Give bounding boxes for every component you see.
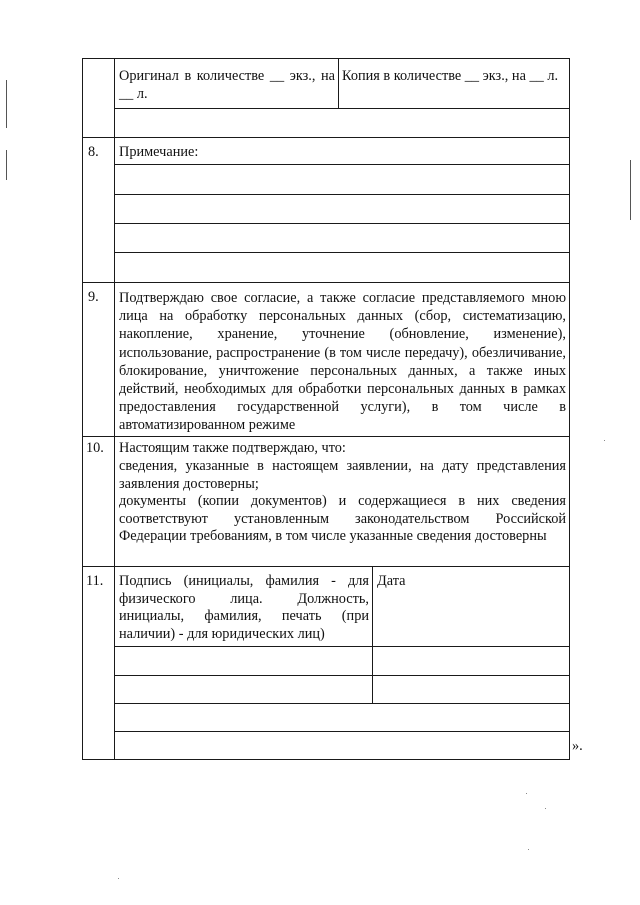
confirmation-item-1: сведения, указанные в настоящем заявлении, на дату представления заявления достоверны; xyxy=(119,458,566,492)
table-rule xyxy=(114,164,570,165)
table-rule xyxy=(82,282,570,283)
table-rule xyxy=(82,566,570,567)
scan-edge-left xyxy=(6,80,7,128)
table-border-bottom xyxy=(82,759,570,760)
row-number-9: 9. xyxy=(88,289,99,305)
date-field-2[interactable] xyxy=(373,676,568,702)
row-number-10: 10. xyxy=(86,440,104,456)
note-label: Примечание: xyxy=(119,144,199,160)
scan-speck xyxy=(604,440,605,441)
confirmation-item-2: документы (копии документов) и содержащиеся в них сведения соответствуют установленным законодательством Российской Федерации требованиям, в том числе указанные сведения достоверны xyxy=(119,493,566,544)
table-rule xyxy=(82,436,570,437)
table-rule xyxy=(114,194,570,195)
signature-field-1[interactable] xyxy=(115,647,371,674)
copy-copies-cell: Копия в количестве __ экз., на __ л. xyxy=(342,68,559,84)
table-rule xyxy=(338,58,339,108)
table-rule xyxy=(82,58,570,59)
table-rule xyxy=(114,223,570,224)
scan-speck xyxy=(528,849,529,850)
date-field-1[interactable] xyxy=(373,647,568,674)
row-number-11: 11. xyxy=(86,573,104,589)
table-border-left xyxy=(82,58,83,759)
scan-edge-right xyxy=(630,160,631,220)
signature-label: Подпись (инициалы, фамилия - для физического лица. Должность, инициалы, фамилия, печать (при наличии) - для юридических лиц) xyxy=(119,573,369,642)
table-rule xyxy=(114,703,570,704)
confirmation-intro: Настоящим также подтверждаю, что: xyxy=(119,440,346,456)
scan-speck xyxy=(118,878,119,879)
scan-speck xyxy=(526,793,527,794)
table-rule xyxy=(114,252,570,253)
scan-edge-left xyxy=(6,150,7,180)
scan-speck xyxy=(545,808,546,809)
table-rule xyxy=(82,137,570,138)
signature-field-2[interactable] xyxy=(115,676,371,702)
original-copies-cell: Оригинал в количестве __ экз., на __ л. xyxy=(119,68,335,102)
consent-text: Подтверждаю свое согласие, а также согласие представляемого мною лица на обработку персональных данных (сбор, систематизацию, накопление, хранение, уточнение (обновление, изменение), использование, распространение (в том числе передачу), обезличивание, блокирование, уничтожение персональных данных, а также иных действий, необходимых для обработки персональных данных в рамках предоставления государственной услуги), в том числе в автоматизированном режиме xyxy=(119,290,566,434)
table-rule xyxy=(114,108,570,109)
table-rule xyxy=(114,731,570,732)
closing-mark: ». xyxy=(572,738,583,754)
date-label: Дата xyxy=(377,573,406,589)
row-number-8: 8. xyxy=(88,144,99,160)
